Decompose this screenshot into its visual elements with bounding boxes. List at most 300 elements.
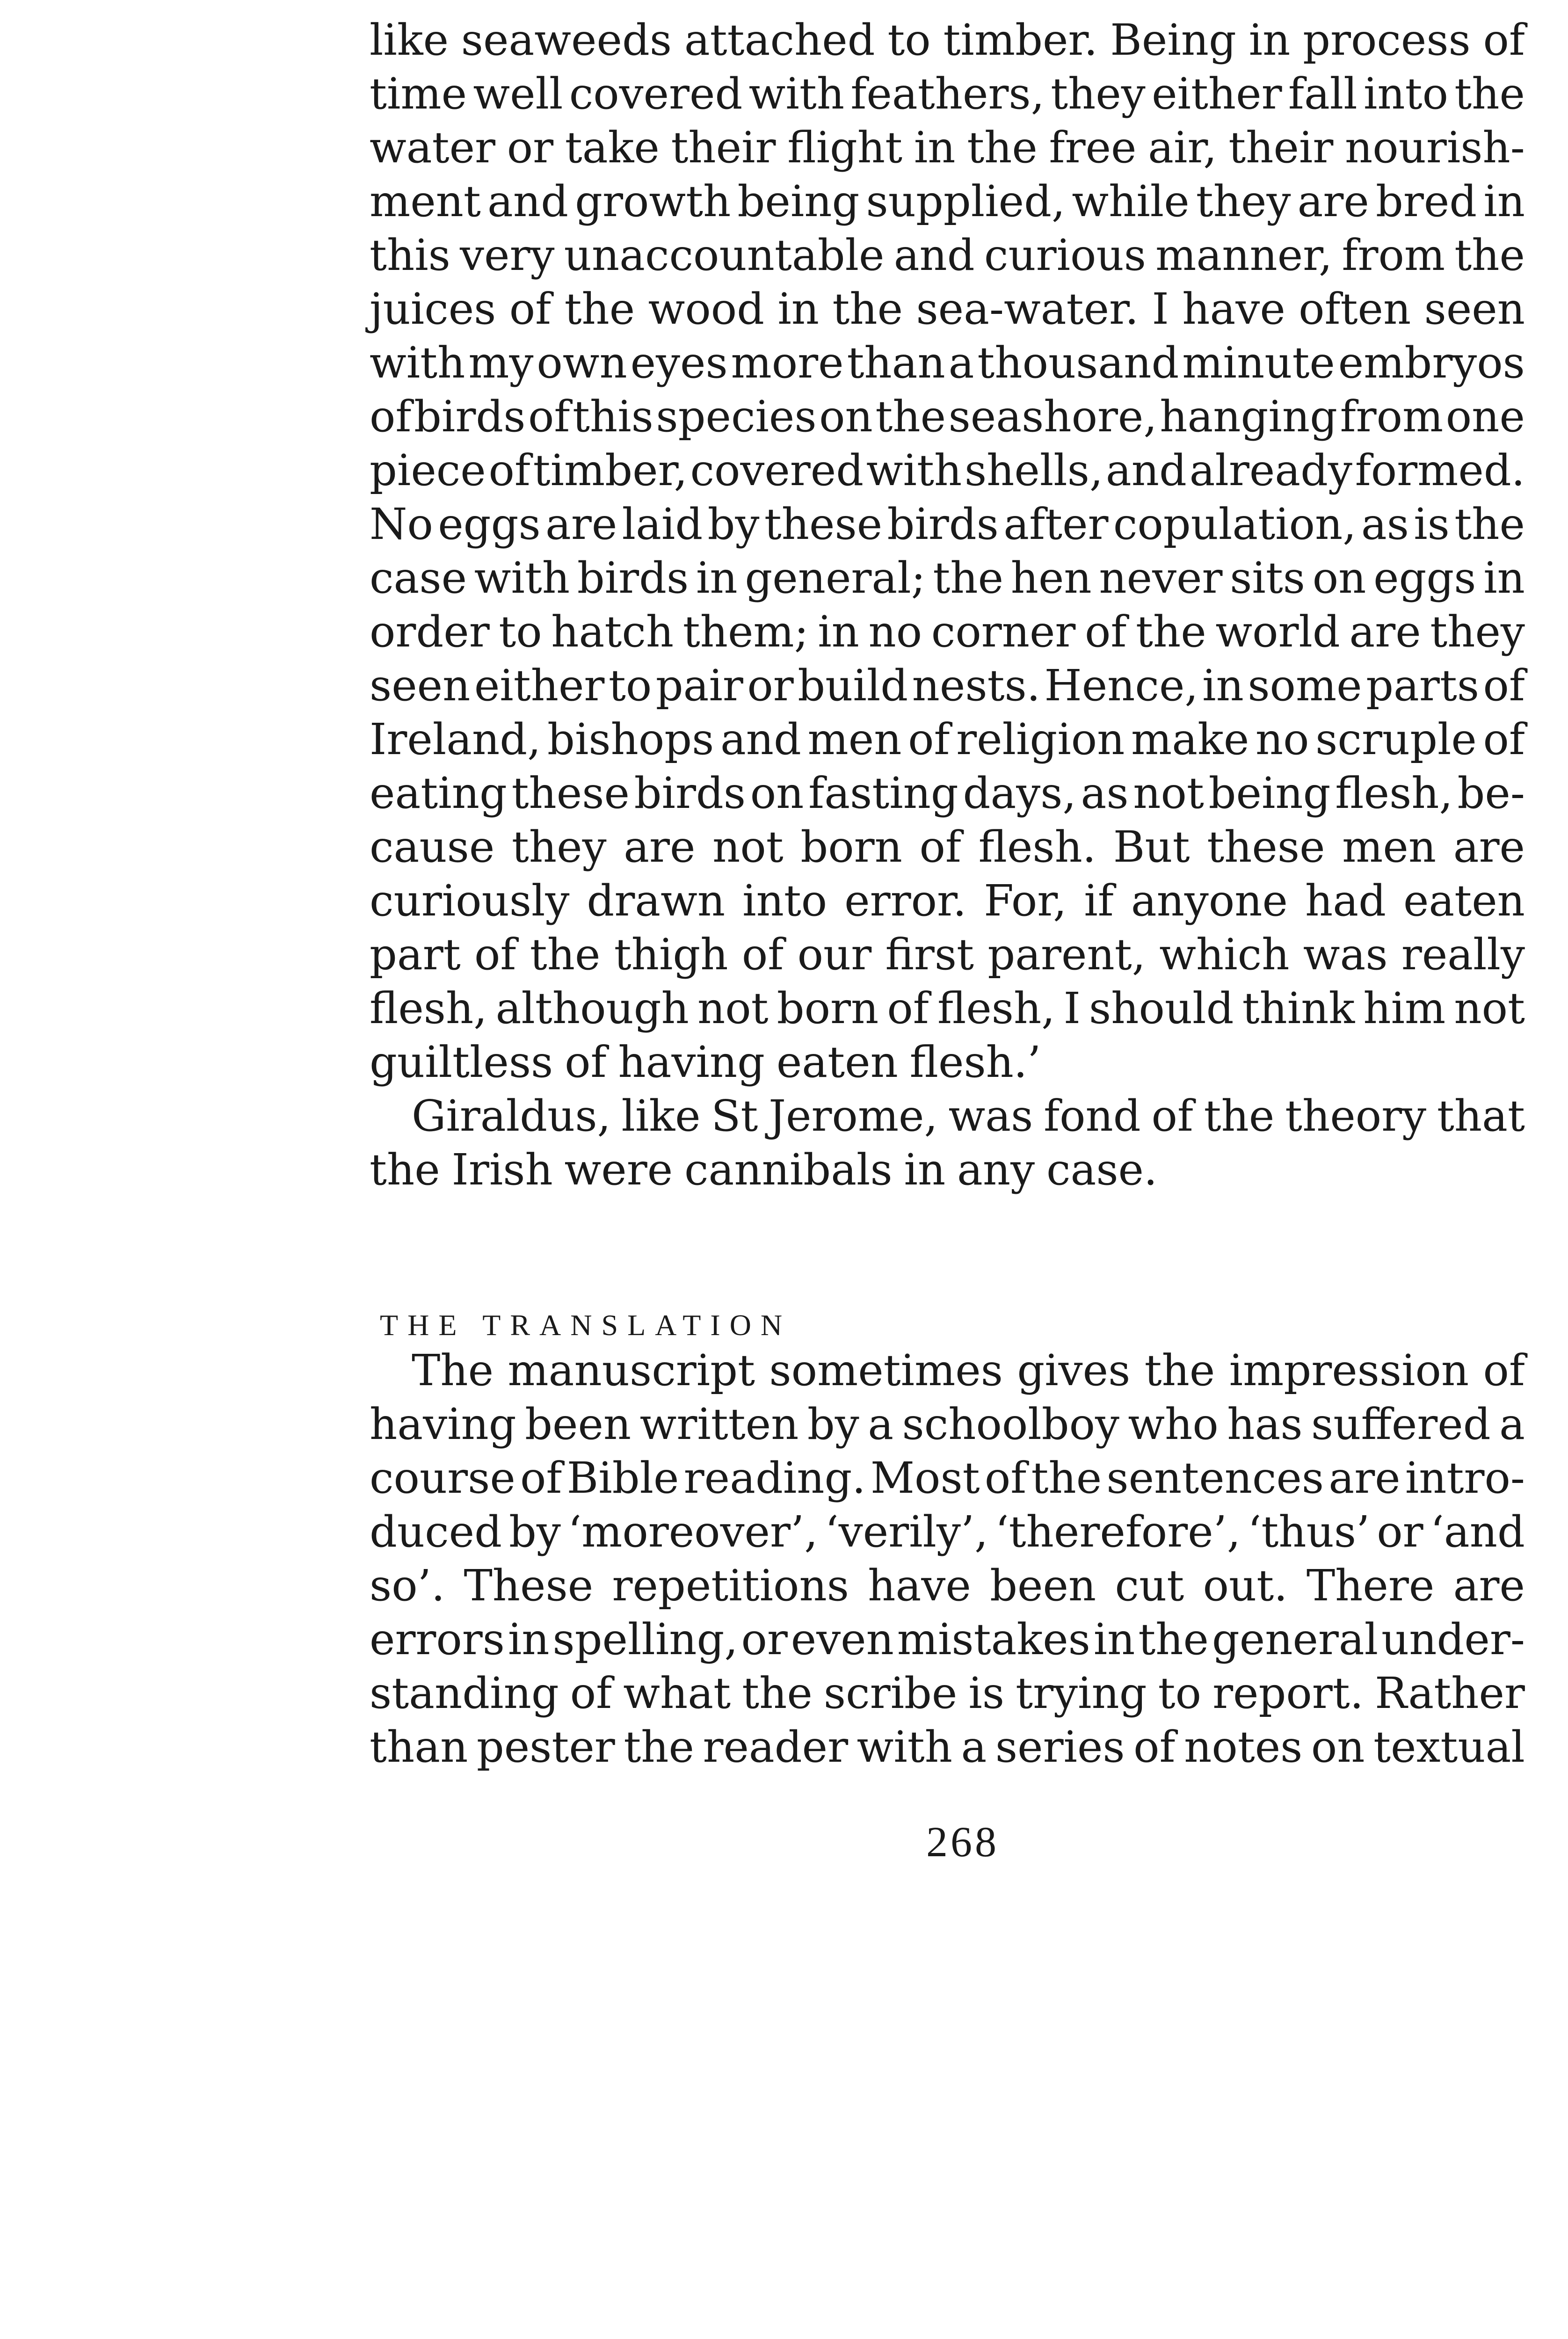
- word: with: [748, 69, 845, 119]
- word: him: [1363, 983, 1446, 1033]
- word: ment: [370, 176, 481, 226]
- word: seen: [370, 661, 471, 711]
- word: covered: [690, 445, 864, 495]
- word: in: [1483, 553, 1525, 603]
- word: first: [885, 930, 974, 980]
- word: repetitions: [612, 1561, 849, 1611]
- word: been: [525, 1399, 632, 1449]
- word: These: [464, 1561, 594, 1611]
- word: theory: [1285, 1091, 1427, 1141]
- word: of: [908, 714, 950, 764]
- word: trying: [1016, 1668, 1147, 1718]
- word: in: [904, 1145, 946, 1195]
- word: eaten: [776, 1037, 898, 1087]
- word: our: [797, 930, 872, 980]
- word: anyone: [1131, 876, 1288, 926]
- word: sentences: [1106, 1453, 1324, 1503]
- text-line: [370, 1666, 1525, 1720]
- word: not: [697, 983, 769, 1033]
- word: of: [1084, 607, 1127, 657]
- text-line: [370, 928, 1525, 981]
- word: sea-water.: [916, 284, 1139, 334]
- word: with: [370, 338, 465, 388]
- word: embryos: [1338, 338, 1525, 388]
- word: standing: [370, 1668, 559, 1718]
- word: their: [1228, 123, 1334, 173]
- word: suffered: [1311, 1399, 1491, 1449]
- text-line: [370, 1035, 1525, 1089]
- text-line: [370, 712, 1525, 766]
- word: piece: [370, 445, 486, 495]
- word: them;: [682, 607, 809, 657]
- word: in: [1202, 661, 1244, 711]
- word: eggs: [1373, 553, 1476, 603]
- word: nests.: [912, 661, 1040, 711]
- body-text-lower: [370, 1344, 1525, 1774]
- word: bred: [1375, 176, 1477, 226]
- word: of: [474, 930, 516, 980]
- word: religion: [956, 714, 1125, 764]
- word: in: [1483, 176, 1525, 226]
- word: formed.: [1355, 445, 1525, 495]
- word: and: [720, 714, 801, 764]
- word: growth: [575, 176, 731, 226]
- word: flesh,: [1335, 768, 1453, 818]
- word: the: [624, 1722, 694, 1772]
- word: fond: [1044, 1091, 1141, 1141]
- word: parts: [1366, 661, 1480, 711]
- word: in: [777, 284, 820, 334]
- word: they: [1430, 607, 1525, 657]
- word: my: [468, 338, 534, 388]
- word: was: [1303, 930, 1388, 980]
- word: of: [887, 983, 929, 1033]
- word: curious: [984, 230, 1146, 280]
- word: pester: [476, 1722, 615, 1772]
- word: guiltless: [370, 1037, 553, 1087]
- word: cut: [1115, 1561, 1184, 1611]
- word: the: [1454, 499, 1525, 549]
- word: bishops: [547, 714, 714, 764]
- word: scruple: [1315, 714, 1477, 764]
- word: I: [1063, 983, 1081, 1033]
- word: under-: [1381, 1614, 1525, 1664]
- word: or: [507, 123, 554, 173]
- word: they: [511, 822, 607, 872]
- word: of: [1133, 1722, 1176, 1772]
- word: the: [1031, 1453, 1102, 1503]
- word: birds: [577, 553, 689, 603]
- word: No: [370, 499, 433, 549]
- word: like: [621, 1091, 701, 1141]
- word: men: [1342, 822, 1437, 872]
- word: this: [370, 230, 450, 280]
- word: by: [807, 1399, 859, 1449]
- word: into: [1363, 69, 1448, 119]
- text-line: [370, 820, 1525, 874]
- word: as: [1361, 499, 1409, 549]
- word: have: [868, 1561, 971, 1611]
- word: ‘verily’,: [825, 1507, 988, 1557]
- word: are: [1349, 607, 1421, 657]
- word: a: [868, 1399, 894, 1449]
- word: of: [1483, 714, 1525, 764]
- word: the: [967, 123, 1038, 173]
- word: hatch: [551, 607, 674, 657]
- word: manuscript: [508, 1345, 755, 1395]
- word: of: [919, 822, 961, 872]
- word: they: [1196, 176, 1291, 226]
- word: make: [1131, 714, 1249, 764]
- word: or: [747, 661, 794, 711]
- text-line: [370, 1559, 1525, 1613]
- word: very: [460, 230, 555, 280]
- word: not: [712, 822, 784, 872]
- page-number: 268: [926, 1818, 999, 1866]
- word: ‘thus’: [1248, 1507, 1370, 1557]
- word: nourish-: [1345, 123, 1525, 173]
- word: any: [957, 1145, 1035, 1195]
- word: process: [1303, 15, 1471, 65]
- word: has: [1227, 1399, 1303, 1449]
- word: men: [807, 714, 902, 764]
- word: case: [370, 553, 467, 603]
- word: impression: [1229, 1345, 1469, 1395]
- word: never: [1099, 553, 1223, 603]
- word: in: [508, 1614, 550, 1664]
- word: of: [1483, 1345, 1525, 1395]
- word: than: [847, 338, 945, 388]
- word: intro-: [1405, 1453, 1525, 1503]
- word: Jerome,: [769, 1091, 938, 1141]
- body-text-upper: [370, 13, 1525, 1197]
- text-line: [370, 659, 1525, 712]
- word: the: [1136, 607, 1206, 657]
- word: even: [791, 1614, 894, 1664]
- word: thousand: [977, 338, 1179, 388]
- word: St: [711, 1091, 758, 1141]
- word: the: [1454, 69, 1525, 119]
- word: Rather: [1375, 1668, 1525, 1718]
- word: For,: [984, 876, 1067, 926]
- word: on: [1311, 1722, 1365, 1772]
- word: curiously: [370, 876, 570, 926]
- word: corner: [931, 607, 1076, 657]
- word: while: [1072, 176, 1190, 226]
- word: flesh,: [370, 983, 487, 1033]
- word: in: [696, 553, 738, 603]
- text-line: [370, 1613, 1525, 1666]
- word: birds: [634, 768, 746, 818]
- word: of: [528, 392, 570, 442]
- word: build: [798, 661, 908, 711]
- word: pair: [655, 661, 743, 711]
- text-line: [370, 1451, 1525, 1505]
- word: attached: [684, 15, 875, 65]
- word: either: [474, 661, 605, 711]
- word: general: [1212, 1614, 1379, 1664]
- word: But: [1113, 822, 1190, 872]
- word: the: [1144, 1345, 1215, 1395]
- word: species: [656, 392, 817, 442]
- word: errors: [370, 1614, 505, 1664]
- word: they: [1051, 69, 1146, 119]
- word: cannibals: [684, 1145, 893, 1195]
- word: schoolboy: [902, 1399, 1119, 1449]
- word: to: [608, 661, 652, 711]
- word: with: [474, 553, 570, 603]
- word: been: [990, 1561, 1096, 1611]
- word: own: [537, 338, 627, 388]
- word: if: [1084, 876, 1114, 926]
- word: the: [1454, 230, 1525, 280]
- word: eyes: [630, 338, 728, 388]
- word: are: [624, 822, 696, 872]
- text-line: [370, 497, 1525, 551]
- word: days,: [963, 768, 1076, 818]
- word: in: [1249, 15, 1291, 65]
- text-line: [370, 121, 1525, 174]
- word: are: [1453, 1561, 1525, 1611]
- word: birds: [414, 392, 526, 442]
- word: or: [741, 1614, 788, 1664]
- word: series: [995, 1722, 1125, 1772]
- word: being: [1208, 768, 1331, 818]
- word: ‘moreover’,: [567, 1507, 818, 1557]
- word: not: [1133, 768, 1204, 818]
- word: general;: [745, 553, 926, 603]
- word: having: [618, 1037, 765, 1087]
- word: of: [741, 930, 784, 980]
- word: these: [764, 499, 883, 549]
- text-line: [370, 282, 1525, 336]
- word: who: [1128, 1399, 1219, 1449]
- word: minute: [1182, 338, 1335, 388]
- word: seashore,: [948, 392, 1157, 442]
- word: one: [1445, 392, 1525, 442]
- word: hen: [1010, 553, 1092, 603]
- word: gives: [1017, 1345, 1131, 1395]
- word: parent,: [987, 930, 1146, 980]
- word: flesh.: [978, 822, 1096, 872]
- word: the: [875, 392, 946, 442]
- word: timber,: [533, 445, 688, 495]
- word: Bible: [566, 1453, 679, 1503]
- word: being: [737, 176, 860, 226]
- word: are: [1453, 822, 1525, 872]
- word: the: [530, 930, 601, 980]
- word: than: [370, 1722, 468, 1772]
- word: eating: [370, 768, 507, 818]
- word: time: [370, 69, 467, 119]
- word: drawn: [587, 876, 726, 926]
- word: like: [370, 15, 449, 65]
- word: order: [370, 607, 490, 657]
- word: fall: [1288, 69, 1357, 119]
- word: I: [1152, 284, 1169, 334]
- word: by: [707, 499, 760, 549]
- word: of: [370, 392, 412, 442]
- word: these: [511, 768, 630, 818]
- word: cause: [370, 822, 495, 872]
- word: course: [370, 1453, 515, 1503]
- word: covered: [569, 69, 743, 119]
- word: having: [370, 1399, 516, 1449]
- word: birds: [887, 499, 999, 549]
- word: of: [509, 284, 552, 334]
- word: scribe: [823, 1668, 958, 1718]
- word: Irish: [451, 1145, 553, 1195]
- word: supplied,: [866, 176, 1066, 226]
- word: written: [639, 1399, 799, 1449]
- word: on: [819, 392, 873, 442]
- word: Ireland,: [370, 714, 541, 764]
- word: out.: [1203, 1561, 1288, 1611]
- word: to: [499, 607, 542, 657]
- word: ‘and: [1430, 1507, 1525, 1557]
- word: copulation,: [1113, 499, 1357, 549]
- word: in: [1093, 1614, 1135, 1664]
- text-line: [370, 1143, 1525, 1197]
- word: already: [1189, 445, 1353, 495]
- word: from: [1340, 392, 1444, 442]
- word: seen: [1424, 284, 1525, 334]
- word: shells,: [964, 445, 1103, 495]
- word: and: [893, 230, 975, 280]
- word: often: [1299, 284, 1411, 334]
- word: thigh: [614, 930, 728, 980]
- text-line: [370, 174, 1525, 228]
- word: with: [857, 1722, 953, 1772]
- text-line: [370, 443, 1525, 497]
- word: manner,: [1155, 230, 1333, 280]
- word: flight: [787, 123, 903, 173]
- word: born: [777, 983, 879, 1033]
- word: Most: [870, 1453, 980, 1503]
- word: these: [1207, 822, 1325, 872]
- word: with: [866, 445, 962, 495]
- word: either: [1152, 69, 1282, 119]
- word: fasting: [808, 768, 958, 818]
- word: in: [914, 123, 956, 173]
- word: to: [887, 15, 931, 65]
- word: this: [573, 392, 653, 442]
- word: hanging: [1160, 392, 1338, 442]
- word: that: [1437, 1091, 1525, 1141]
- word: sits: [1230, 553, 1306, 603]
- word: have: [1182, 284, 1285, 334]
- word: There: [1306, 1561, 1435, 1611]
- word: as: [1081, 768, 1129, 818]
- word: to: [1158, 1668, 1202, 1718]
- word: notes: [1184, 1722, 1303, 1772]
- word: part: [370, 930, 461, 980]
- word: flesh.’: [909, 1037, 1041, 1087]
- word: were: [564, 1145, 673, 1195]
- word: although: [495, 983, 689, 1033]
- text-line: [370, 390, 1525, 443]
- word: are: [1328, 1453, 1401, 1503]
- word: the: [564, 284, 635, 334]
- word: be-: [1457, 768, 1525, 818]
- text-line: [370, 1720, 1525, 1774]
- text-line: [370, 1397, 1525, 1451]
- word: juices: [370, 284, 496, 334]
- word: no: [1255, 714, 1309, 764]
- word: more: [731, 338, 844, 388]
- text-line: [370, 1344, 1525, 1397]
- word: and: [1105, 445, 1187, 495]
- word: the: [742, 1668, 813, 1718]
- word: wood: [648, 284, 765, 334]
- word: take: [565, 123, 660, 173]
- word: by: [509, 1507, 561, 1557]
- word: really: [1401, 930, 1525, 980]
- word: reading.: [683, 1453, 866, 1503]
- text-line: [370, 228, 1525, 282]
- word: feathers,: [850, 69, 1045, 119]
- word: spelling,: [552, 1614, 738, 1664]
- word: are: [1297, 176, 1369, 226]
- word: of: [488, 445, 530, 495]
- word: their: [671, 123, 776, 173]
- word: born: [800, 822, 902, 872]
- word: seaweeds: [461, 15, 672, 65]
- word: laid: [622, 499, 703, 549]
- word: reader: [703, 1722, 849, 1772]
- word: report.: [1212, 1668, 1364, 1718]
- text-line: [370, 551, 1525, 605]
- word: some: [1248, 661, 1362, 711]
- word: textual: [1373, 1722, 1525, 1772]
- word: so’.: [370, 1561, 445, 1611]
- word: the: [933, 553, 1004, 603]
- word: the: [832, 284, 903, 334]
- word: and: [487, 176, 569, 226]
- text-line: [370, 766, 1525, 820]
- word: of: [570, 1668, 612, 1718]
- word: had: [1305, 876, 1386, 926]
- text-line: [370, 1089, 1525, 1143]
- word: eggs: [438, 499, 541, 549]
- word: Hence,: [1044, 661, 1198, 711]
- text-line: [370, 874, 1525, 928]
- word: on: [1312, 553, 1366, 603]
- word: was: [948, 1091, 1033, 1141]
- word: unaccountable: [564, 230, 885, 280]
- word: well: [473, 69, 563, 119]
- word: of: [520, 1453, 562, 1503]
- text-line: [370, 605, 1525, 659]
- word: from: [1342, 230, 1445, 280]
- word: the: [1204, 1091, 1275, 1141]
- word: timber.: [943, 15, 1098, 65]
- word: think: [1242, 983, 1355, 1033]
- word: which: [1159, 930, 1290, 980]
- word: The: [412, 1345, 494, 1395]
- word: the: [370, 1145, 440, 1195]
- word: eaten: [1403, 876, 1525, 926]
- word: of: [1483, 15, 1525, 65]
- word: into: [742, 876, 828, 926]
- word: sometimes: [769, 1345, 1003, 1395]
- word: of: [984, 1453, 1027, 1503]
- section-heading: THE TRANSLATION: [380, 1308, 792, 1342]
- word: water: [370, 123, 495, 173]
- text-line: [370, 981, 1525, 1035]
- word: ‘therefore’,: [995, 1507, 1241, 1557]
- word: the: [1138, 1614, 1209, 1664]
